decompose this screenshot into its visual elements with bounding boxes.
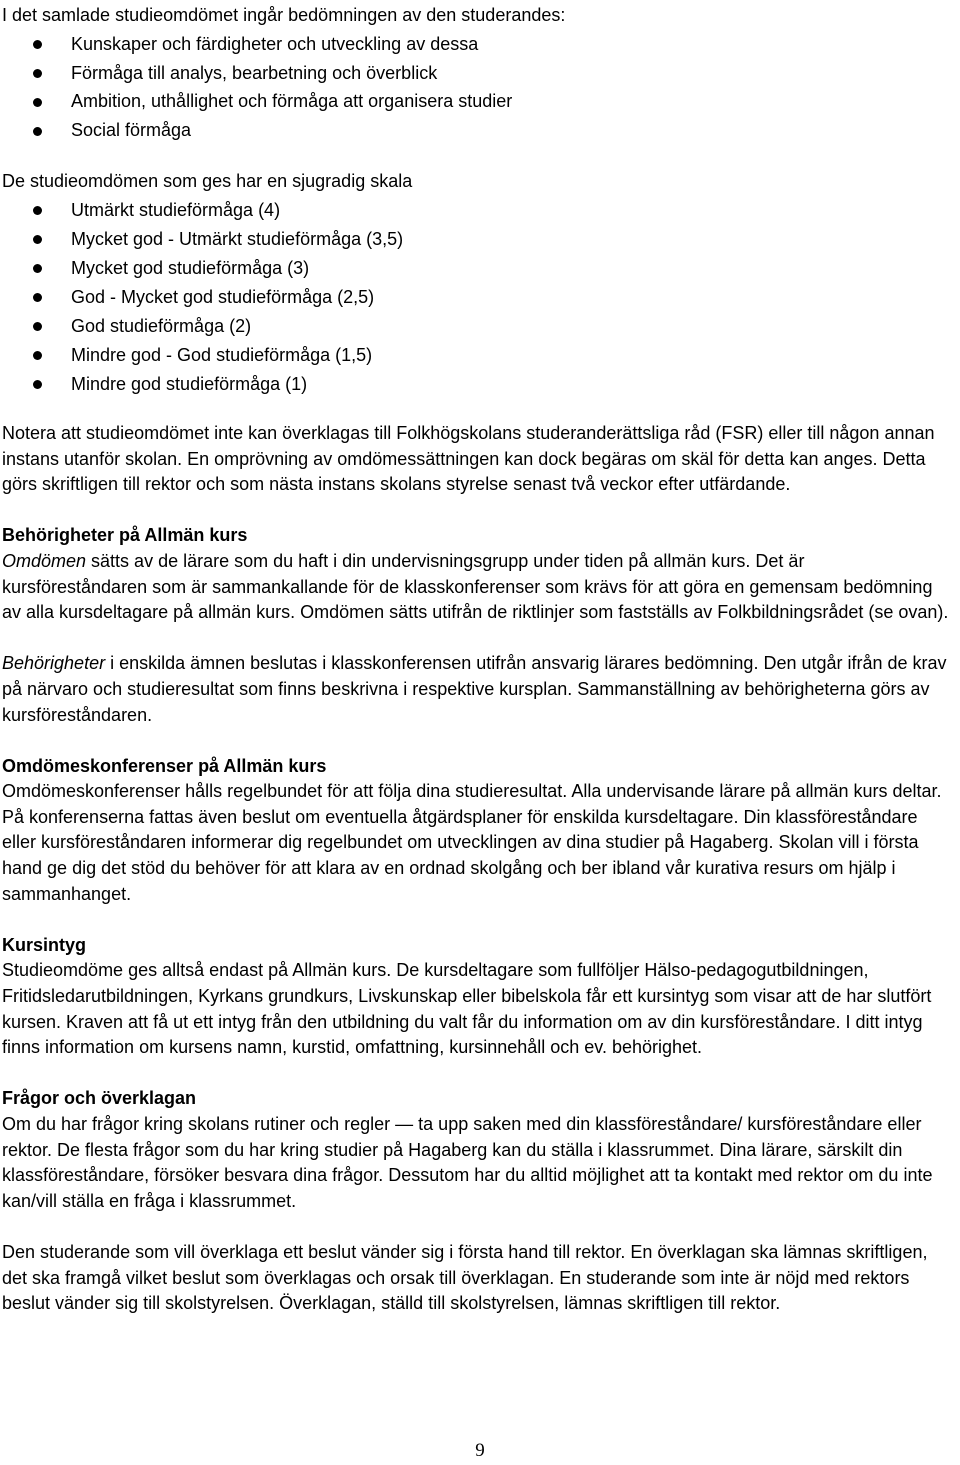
bullet-icon (33, 127, 42, 136)
list-item (2, 59, 954, 88)
fragor-paragraph-1: Om du har frågor kring skolans rutiner och regler — ta upp saken med din klassföreståndare/ kursföreståndare eller rektor. De flesta frågor som du har kring studier på Hagaberg kan du ställa i klassrummet. Dina lärare, särskilt din klassföreståndare, försöker besvara dina frågor. Dessutom har du alltid möjlighet att ta kontakt med rektor om du inte kan/vill ställa en fråga i klassrummet. (2, 1114, 933, 1211)
list-item (2, 196, 954, 225)
list-item-text: Mycket god - Utmärkt studieförmåga (3,5) (71, 228, 404, 249)
section-heading-fragor: Frågor och överklagan (2, 1088, 197, 1109)
scale-list (2, 196, 954, 399)
paragraph-text: i enskilda ämnen beslutas i klasskonferensen utifrån ansvarig lärares bedömning. Den utgår ifrån de krav på närvaro och studieresultat som finns beskrivna i respektive kursplan. Sammanställning av behörigheterna görs av kursföreståndaren. (2, 653, 947, 725)
page-content (2, 1, 954, 1317)
list-item (2, 116, 954, 145)
emphasis-term: Behörigheter (2, 653, 106, 674)
list-item-text: God studieförmåga (2) (71, 315, 252, 336)
appeal-note: Notera att studieomdömet inte kan överklagas till Folkhögskolans studeranderättsliga råd (FSR) eller till någon annan instans utanför skolan. En omprövning av omdömessättningen kan dock begäras om skäl för detta kan anges. Detta görs skriftligen till rektor och som nästa instans skolans styrelse senast två veckor efter utfärdande. (2, 422, 935, 495)
criteria-list (2, 30, 954, 145)
bullet-icon (33, 98, 42, 107)
bullet-icon (33, 235, 42, 244)
bullet-icon (33, 322, 42, 331)
list-item (2, 370, 954, 399)
bullet-icon (33, 351, 42, 360)
bullet-icon (33, 264, 42, 273)
list-item (2, 283, 954, 312)
bullet-icon (33, 293, 42, 302)
behorigheter-paragraph-2 (2, 651, 954, 728)
list-item-text: Förmåga till analys, bearbetning och överblick (71, 62, 438, 83)
list-item (2, 30, 954, 59)
list-item-text: Ambition, uthållighet och förmåga att organisera studier (71, 91, 513, 112)
list-item (2, 341, 954, 370)
scale-intro: De studieomdömen som ges har en sjugradig skala (2, 170, 413, 191)
omdomeskonferenser-paragraph: Omdömeskonferenser hålls regelbundet för att följa dina studieresultat. Alla undervisande lärare på allmän kurs deltar. På konferenserna fattas även beslut om eventuella åtgärdsplaner för enskilda kursdeltagare. Din klassföreståndare eller kursföreståndaren informerar dig regelbundet om utvecklingen av dina studier på Hagaberg. Skolan vill i första hand ge dig det stöd du behöver för att klara av en ordnad skolgång och ber ibland vår kurativa resurs om hjälp i sammanhanget. (2, 781, 942, 904)
kursintyg-paragraph: Studieomdöme ges alltså endast på Allmän kurs. De kursdeltagare som fullföljer Hälso-pedagogutbildningen, Fritidsledarutbildningen, Kyrkans grundkurs, Livskunskap eller bibelskola får ett kursintyg som visar att de har slutfört kursen. Kraven att få ut ett intyg från den utbildning du valt får du information om av din kursföreståndare. I ditt intyg finns information om kursens namn, kurstid, omfattning, kursinnehåll och ev. behörighet. (2, 960, 932, 1058)
bullet-icon (33, 40, 42, 49)
section-heading-kursintyg: Kursintyg (2, 934, 87, 955)
list-item (2, 225, 954, 254)
fragor-paragraph-2: Den studerande som vill överklaga ett beslut vänder sig i första hand till rektor. En överklagan ska lämnas skriftligen, det ska framgå vilket beslut som överklagas och orsak till överklagan. En studerande som inte är nöjd med rektors beslut vänder sig till skolstyrelsen. Överklagan, ställd till skolstyrelsen, lämnas skriftligen till rektor. (2, 1241, 928, 1314)
list-item (2, 254, 954, 283)
bullet-icon (33, 69, 42, 78)
list-item (2, 312, 954, 341)
list-item-text: Utmärkt studieförmåga (4) (71, 199, 281, 220)
page-number: 9 (475, 1440, 485, 1461)
paragraph-text: sätts av de lärare som du haft i din undervisningsgrupp under tiden på allmän kurs. Det är kursföreståndaren som är sammankallande för de klasskonferenser som krävs för att göra en gemensam bedömning av alla kursdeltagare på allmän kurs. Omdömen sätts utifrån de riktlinjer som fastställs av Folkbildningsrådet (se ovan). (2, 550, 949, 623)
emphasis-term: Omdömen (2, 550, 87, 571)
list-item-text: Mycket god studieförmåga (3) (71, 257, 310, 278)
behorigheter-paragraph-1 (2, 549, 954, 626)
list-item-text: Kunskaper och färdigheter och utveckling av dessa (71, 33, 479, 54)
assessment-intro: I det samlade studieomdömet ingår bedömningen av den studerandes: (2, 5, 566, 25)
list-item-text: Social förmåga (71, 120, 192, 141)
list-item (2, 87, 954, 116)
bullet-icon (33, 380, 42, 389)
list-item-text: Mindre god studieförmåga (1) (71, 373, 308, 394)
list-item-text: Mindre god - God studieförmåga (1,5) (71, 344, 373, 365)
bullet-icon (33, 206, 42, 215)
section-heading-omdomeskonferenser: Omdömeskonferenser på Allmän kurs (2, 755, 327, 776)
list-item-text: God - Mycket god studieförmåga (2,5) (71, 286, 375, 307)
section-heading-behorigheter: Behörigheter på Allmän kurs (2, 525, 248, 546)
